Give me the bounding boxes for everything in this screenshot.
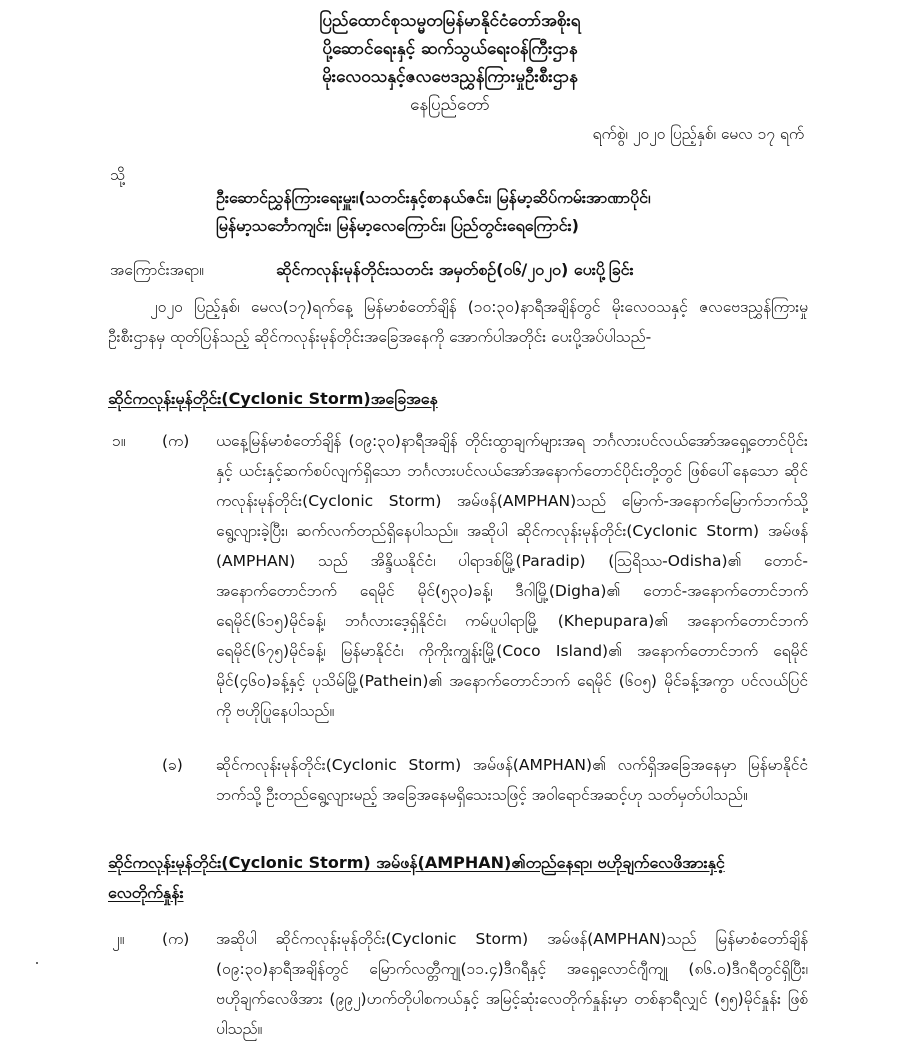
recipient-line-2: မြန်မာ့သင်္ဘောကျင်း၊ မြန်မာ့လေကြောင်း၊ ပြည်တွင်းရေကြောင်း) [216,216,579,235]
intro-paragraph: ၂၀၂၀ ပြည့်နှစ်၊ မေလ(၁၇)ရက်နေ့ မြန်မာစံတော်ချိန် (၁၀:၃၀)နာရီအချိန်တွင် မိုးလေဝသနှင့် ဇလဗေဒညွှန်ကြားမှုဦးစီးဌာနမှ ထုတ်ပြန်သည့် ဆိုင်ကလုန်းမုန်တိုင်းအခြေအနေကို အောက်ပါအတိုင်း ပေးပို့အပ်ပါသည်- [108,298,808,346]
letterhead-city: နေပြည်တော် [410,95,490,115]
section-2-heading-line-2: လေတိုက်နှုန်း [108,883,184,902]
section-1-heading: ဆိုင်ကလုန်းမုန်တိုင်း(Cyclonic Storm)အခြေအနေ [108,389,438,408]
letterhead-department: မိုးလေဝသနှင့်ဇလဗေဒညွှန်ကြားမှုဦးစီးဌာန [322,67,578,87]
section-1b-label: (ခ) [162,756,183,774]
margin-dot [36,962,38,964]
letterhead-government: ပြည်ထောင်စုသမ္မတမြန်မာနိုင်ငံတော်အစိုးရ [319,11,581,31]
subject-label: အကြောင်းအရာ။ [110,261,204,279]
to-label: သို့ [110,166,125,184]
section-2a-label: (က) [162,930,190,948]
section-2a-text: အဆိုပါ ဆိုင်ကလုန်းမုန်တိုင်း(Cyclonic Storm) အမ်ဖန်(AMPHAN)သည် မြန်မာစံတော်ချိန် (၀၉:၃၀)နာရီအချိန်တွင် မြောက်လတ္တီကျု(၁၁.၄)ဒီဂရီနှင့် အရှေ့လောင်ဂျီကျု (၈၆.၀)ဒီဂရီတွင်ရှိပြီး၊ ဗဟိုချက်လေဖိအား (၉၉၂)ဟက်တိုပါစကယ်နှင့် အမြင့်ဆုံးလေတိုက်နှုန်းမှာ တစ်နာရီလျှင် (၅၅)မိုင်နှုန်း ဖြစ်ပါသည်။ [216,930,808,1038]
section-2-heading-line-1: ဆိုင်ကလုန်းမုန်တိုင်း(Cyclonic Storm) အမ်ဖန်(AMPHAN)၏တည်နေရာ၊ ဗဟိုချက်လေဖိအားနှင့် [108,853,725,872]
section-1-number: ၁။ [112,432,126,450]
recipient-line-1: ဦးဆောင်ညွှန်ကြားရေးမှူး၊(သတင်းနှင့်စာနယ်ဇင်း၊ မြန်မာ့ဆိပ်ကမ်းအာဏာပိုင်၊ [216,188,651,207]
section-1a-label: (က) [162,432,190,450]
subject-text: ဆိုင်ကလုန်းမုန်တိုင်းသတင်း အမှတ်စဉ်(၀၆/၂၀၂၀) ပေးပို့ခြင်း [276,260,634,279]
letter-date: ရက်စွဲ၊ ၂၀၂၀ ပြည့်နှစ်၊ မေလ ၁၇ ရက် [592,125,804,143]
section-2-number: ၂။ [112,930,125,948]
section-1a-text: ယနေ့မြန်မာစံတော်ချိန် (၀၉:၃၀)နာရီအချိန် တိုင်းထွာချက်များအရ ဘင်္ဂလားပင်လယ်အော်အရှေ့တောင်ပိုင်းနှင့် ယင်းနှင့်ဆက်စပ်လျက်ရှိသော ဘင်္ဂလားပင်လယ်အော်အနောက်တောင်ပိုင်းတို့တွင် ဖြစ်ပေါ်နေသော ဆိုင်ကလုန်းမုန်တိုင်း(Cyclonic Storm) အမ်ဖန်(AMPHAN)သည် မြောက်-အနောက်မြောက်ဘက်သို့ ရွေ့လျားခဲ့ပြီး၊ ဆက်လက်တည်ရှိနေပါသည်။ အဆိုပါ ဆိုင်ကလုန်းမုန်တိုင်း(Cyclonic Storm) အမ်ဖန် (AMPHAN) သည် အိန္ဒိယနိုင်ငံ၊ ပါရာဒစ်မြို့(Paradip) (ဩရိဿ-Odisha)၏ တောင်-အနောက်တောင်ဘက် ရေမိုင် မိုင်(၅၃၀)ခန့်၊ ဒီဂါမြို့(Digha)၏ တောင်-အနောက်တောင်ဘက် ရေမိုင်(၆၁၅)မိုင်ခန့်၊ ဘင်္ဂလားဒေ့ရှ်နိုင်ငံ၊ ကမ်ပူပါရာမြို့ (Khepupara)၏ အနောက်တောင်ဘက် ရေမိုင်(၆၇၅)မိုင်ခန့်၊ မြန်မာနိုင်ငံ၊ ကိုကိုးကျွန်းမြို့(Coco Island)၏ အနောက်တောင်ဘက် ရေမိုင် မိုင်(၄၆၀)ခန့်နှင့် ပုသိမ်မြို့(Pathein)၏ အနောက်တောင်ဘက် ရေမိုင် (၆၀၅) မိုင်ခန့်အကွာ ပင်လယ်ပြင်ကို ဗဟိုပြုနေပါသည်။ [216,432,808,720]
section-1b-text: ဆိုင်ကလုန်းမုန်တိုင်း(Cyclonic Storm) အမ်ဖန်(AMPHAN)၏ လက်ရှိအခြေအနေမှာ မြန်မာနိုင်ငံဘက်သို့ ဦးတည်ရွေ့လျားမည့် အခြေအနေမရှိသေးသဖြင့် အဝါရောင်အဆင့်ဟု သတ်မှတ်ပါသည်။ [216,756,808,804]
letterhead-ministry: ပို့ဆောင်ရေးနှင့် ဆက်သွယ်ရေးဝန်ကြီးဌာန [322,39,578,59]
